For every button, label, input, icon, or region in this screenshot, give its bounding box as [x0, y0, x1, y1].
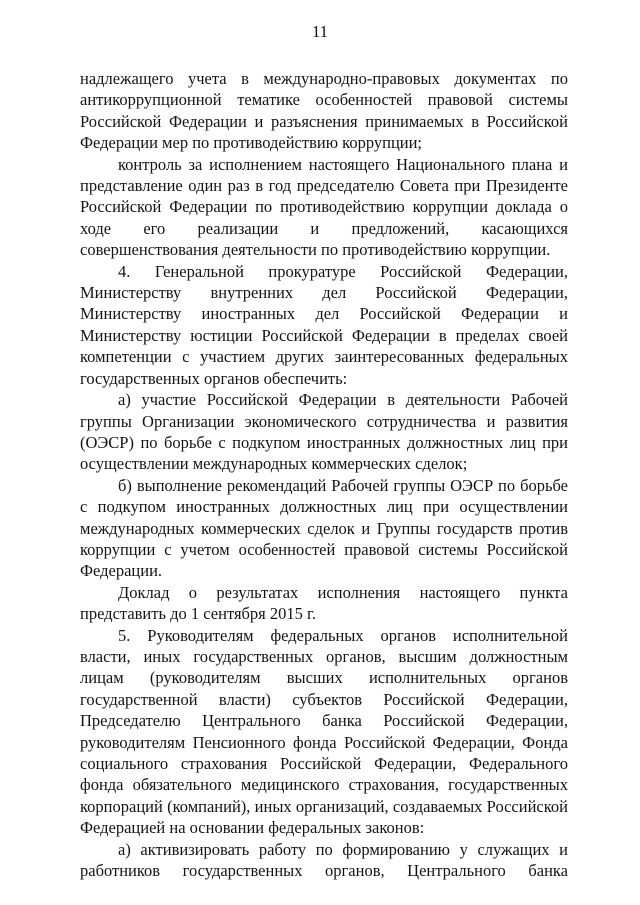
paragraph-item-5a: а) активизировать работу по формированию у служащих и работников государственных органов, Центрального банка: [80, 839, 568, 881]
page-number: 11: [311, 22, 329, 41]
document-body: [80, 68, 568, 881]
paragraph-mer-korruptsii: надлежащего учета в международно-правовых документах по антикоррупционной тематике особенностей правовой системы Российской Федерации и разъяснения принимаемых в Российской Федерации мер по противодействию коррупции;: [80, 69, 568, 153]
paragraph-item-5: 5. Руководителям федеральных органов исполнительной власти, иных государственных органов, высшим должностным лицам (руководителям высших исполнительных органов государственной власти) субъектов Российской Федерации, Председателю Центрального банка Российской Федерации, руководителям Пенсионного фонда Российской Федерации, Фонда социального страхования Российской Федерации, Федерального фонда обязательного медицинского страхования, государственных корпораций (компаний), иных организаций, создаваемых Российской Федерацией на основании федеральных законов:: [80, 625, 568, 838]
paragraph-item-4: 4. Генеральной прокуратуре Российской Федерации, Министерству внутренних дел Российской Федерации, Министерству иностранных дел Российской Федерации и Министерству юстиции Российской Федерации в пределах своей компетенции с участием других заинтересованных федеральных государственных органов обеспечить:: [80, 261, 568, 388]
paragraph-kontrol: контроль за исполнением настоящего Национального плана и представление один раз в год председателю Совета при Президенте Российской Федерации по противодействию коррупции доклада о ходе его реализации и предложений, касающихся совершенствования деятельности по противодействию коррупции.: [80, 154, 568, 260]
paragraph-item-4a: а) участие Российской Федерации в деятельности Рабочей группы Организации экономического сотрудничества и развития (ОЭСР) по борьбе с подкупом иностранных должностных лиц при осуществлении международных коммерческих сделок;: [80, 390, 568, 474]
paragraph-item-4b: б) выполнение рекомендаций Рабочей группы ОЭСР по борьбе с подкупом иностранных должностных лиц при осуществлении международных коммерческих сделок и Группы государств против коррупции с учетом особенностей правовой системы Российской Федерации.: [80, 475, 568, 581]
paragraph-doklad: Доклад о результатах исполнения настоящего пункта представить до 1 сентября 2015 г.: [80, 582, 568, 624]
